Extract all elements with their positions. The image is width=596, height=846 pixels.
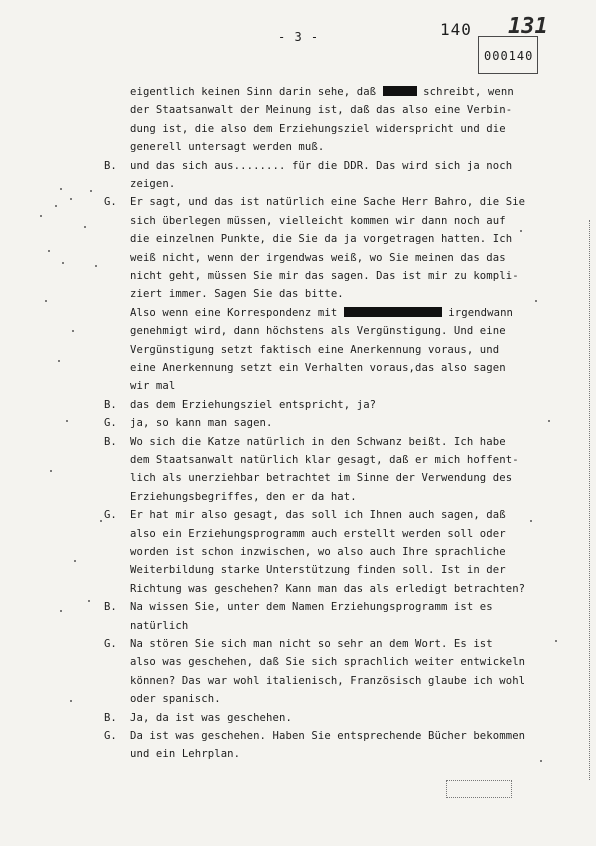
scan-noise-dot <box>530 520 532 522</box>
line-text: eine Anerkennung setzt ein Verhalten voraus,das also sagen <box>130 362 506 374</box>
transcript-line <box>130 417 273 429</box>
scan-noise-dot <box>95 265 97 267</box>
scan-noise-dot <box>540 760 542 762</box>
scan-noise-dot <box>60 610 62 612</box>
transcript-line <box>130 307 513 319</box>
line-text: nicht geht, müssen Sie mir das sagen. Das ist mir zu kompli- <box>130 270 519 282</box>
transcript-line <box>130 196 525 208</box>
scan-noise-dot <box>88 600 90 602</box>
line-text: genehmigt wird, dann höchstens als Vergünstigung. Und eine <box>130 325 506 338</box>
scan-noise-dot <box>555 640 557 642</box>
scan-noise-dot <box>60 188 62 190</box>
transcript-line <box>130 491 357 503</box>
line-text: sich überlegen müssen, vielleicht kommen wir dann noch auf <box>130 214 506 227</box>
line-text: dung ist, die also dem Erziehungsziel widerspricht und die <box>130 122 506 135</box>
scan-noise-dot <box>90 190 92 192</box>
line-text: also ein Erziehungsprogramm auch erstellt werden soll oder <box>130 527 506 540</box>
transcript-line <box>130 252 506 264</box>
line-text: Erziehungsbegriffes, den er da hat. <box>130 490 357 503</box>
scan-noise-dot <box>72 330 74 332</box>
line-text: der Staatsanwalt der Meinung ist, daß das also eine Verbin- <box>130 104 513 117</box>
transcript-line <box>130 601 493 613</box>
transcript-line <box>130 436 506 448</box>
transcript-line <box>130 288 344 300</box>
transcript-line <box>130 564 506 576</box>
line-text: weiß nicht, wenn der irgendwas weiß, wo Sie meinen das das <box>130 251 506 264</box>
line-text: Er sagt, und das ist natürlich eine Sache Herr Bahro, die Sie <box>130 196 526 209</box>
scan-noise-dot <box>40 215 42 217</box>
speaker-label: G. <box>104 196 117 209</box>
line-text: Weiterbildung starke Unterstützung finden soll. Ist in der <box>130 564 506 577</box>
transcript-line <box>130 380 175 392</box>
transcript-line <box>130 399 376 411</box>
line-text: die einzelnen Punkte, die Sie da ja vorgetragen hatten. Ich <box>130 233 513 246</box>
redaction-bar <box>344 307 442 317</box>
transcript-line <box>130 472 512 484</box>
transcript-line <box>130 656 525 668</box>
transcript-line <box>130 86 514 98</box>
line-text: natürlich <box>130 619 189 632</box>
scan-noise-dot <box>58 360 60 362</box>
transcript-line <box>130 160 512 172</box>
bottom-archive-stamp <box>446 780 512 798</box>
speaker-label: G. <box>104 417 117 430</box>
scan-noise-dot <box>100 520 102 522</box>
line-text: Er hat mir also gesagt, das soll ich Ihnen auch sagen, daß <box>130 509 506 522</box>
archive-box-stamp <box>478 36 538 74</box>
scan-noise-dot <box>62 262 64 264</box>
line-text: lich als unerziehbar betrachtet im Sinne der Verwendung des <box>130 472 513 485</box>
line-text: Ja, da ist was geschehen. <box>130 711 292 724</box>
archive-number-stamp: 140 <box>440 20 472 39</box>
transcript-line <box>130 141 324 153</box>
line-text: irgendwann <box>441 306 514 319</box>
line-text: Na stören Sie sich man nicht so sehr an dem Wort. Es ist <box>130 638 493 650</box>
line-text: Na wissen Sie, unter dem Namen Erziehungsprogramm ist es <box>130 601 493 614</box>
line-text: Wo sich die Katze natürlich in den Schwanz beißt. Ich habe <box>130 435 506 448</box>
line-text: das dem Erziehungsziel entspricht, ja? <box>130 398 377 411</box>
line-text: wir mal <box>130 380 176 393</box>
line-text: ja, so kann man sagen. <box>130 417 273 430</box>
speaker-label: B. <box>104 601 117 614</box>
scan-noise-dot <box>548 420 550 422</box>
transcript-line <box>130 233 512 245</box>
transcript-line <box>130 730 525 742</box>
speaker-label: B. <box>104 159 117 172</box>
transcript-line <box>130 178 175 190</box>
speaker-label: G. <box>104 638 117 650</box>
archive-box-number: 000140 <box>484 49 534 63</box>
transcript-line <box>130 712 292 724</box>
line-text: können? Das war wohl italienisch, Französisch glaube ich wohl <box>130 674 526 687</box>
transcript-line <box>130 638 493 650</box>
line-text: Vergünstigung setzt faktisch eine Anerkennung voraus, und <box>130 343 500 356</box>
transcript-line <box>130 528 506 540</box>
line-text: zeigen. <box>130 178 176 190</box>
transcript-line <box>130 583 525 595</box>
speaker-label: B. <box>104 398 117 411</box>
scan-noise-dot <box>84 226 86 228</box>
scan-noise-dot <box>535 300 537 302</box>
transcript-line <box>130 509 506 521</box>
transcript-line <box>130 344 499 356</box>
scan-noise-dot <box>70 700 72 702</box>
line-text: generell untersagt werden muß. <box>130 141 325 154</box>
transcript-line <box>130 270 519 282</box>
line-text: oder spanisch. <box>130 693 221 706</box>
line-text: Also wenn eine Korrespondenz mit <box>130 306 344 319</box>
scan-noise-dot <box>70 198 72 200</box>
transcript-line <box>130 104 512 116</box>
scan-noise-dot <box>45 300 47 302</box>
scan-noise-dot <box>520 230 522 232</box>
transcript-line <box>130 675 525 687</box>
scan-noise-dot <box>74 560 76 562</box>
speaker-label: G. <box>104 730 117 742</box>
transcript-line <box>130 620 188 632</box>
transcript-line <box>130 362 506 374</box>
transcript-line <box>130 123 506 135</box>
transcript-line <box>130 215 506 227</box>
line-text: schreibt, wenn <box>416 86 514 98</box>
line-text: und das sich aus........ für die DDR. Das wird sich ja noch <box>130 159 513 172</box>
scan-noise-dot <box>50 470 52 472</box>
line-text: eigentlich keinen Sinn darin sehe, daß <box>130 86 383 98</box>
scan-noise-dot <box>66 420 68 422</box>
transcript-line <box>130 325 506 337</box>
speaker-label: G. <box>104 509 117 522</box>
line-text: dem Staatsanwalt natürlich klar gesagt, daß er mich hoffent- <box>130 454 519 466</box>
handwritten-folio-number: 131 <box>508 14 548 39</box>
page-edge-dots <box>587 220 590 780</box>
transcript-line <box>130 693 221 705</box>
line-text: Da ist was geschehen. Haben Sie entsprechende Bücher bekommen <box>130 730 526 742</box>
line-text: Richtung was geschehen? Kann man das als erledigt betrachten? <box>130 582 526 595</box>
transcript-line <box>130 546 506 558</box>
line-text: worden ist schon inzwischen, wo also auch Ihre sprachliche <box>130 546 506 558</box>
transcript-line <box>130 454 519 466</box>
redaction-bar <box>383 86 417 96</box>
speaker-label: B. <box>104 711 117 724</box>
page-number: - 3 - <box>278 30 320 44</box>
speaker-label: B. <box>104 435 117 448</box>
line-text: ziert immer. Sagen Sie das bitte. <box>130 288 344 301</box>
scan-noise-dot <box>55 205 57 207</box>
scan-noise-dot <box>48 250 50 252</box>
line-text: und ein Lehrplan. <box>130 748 241 761</box>
line-text: also was geschehen, daß Sie sich sprachlich weiter entwickeln <box>130 656 526 669</box>
transcript-line <box>130 748 240 760</box>
